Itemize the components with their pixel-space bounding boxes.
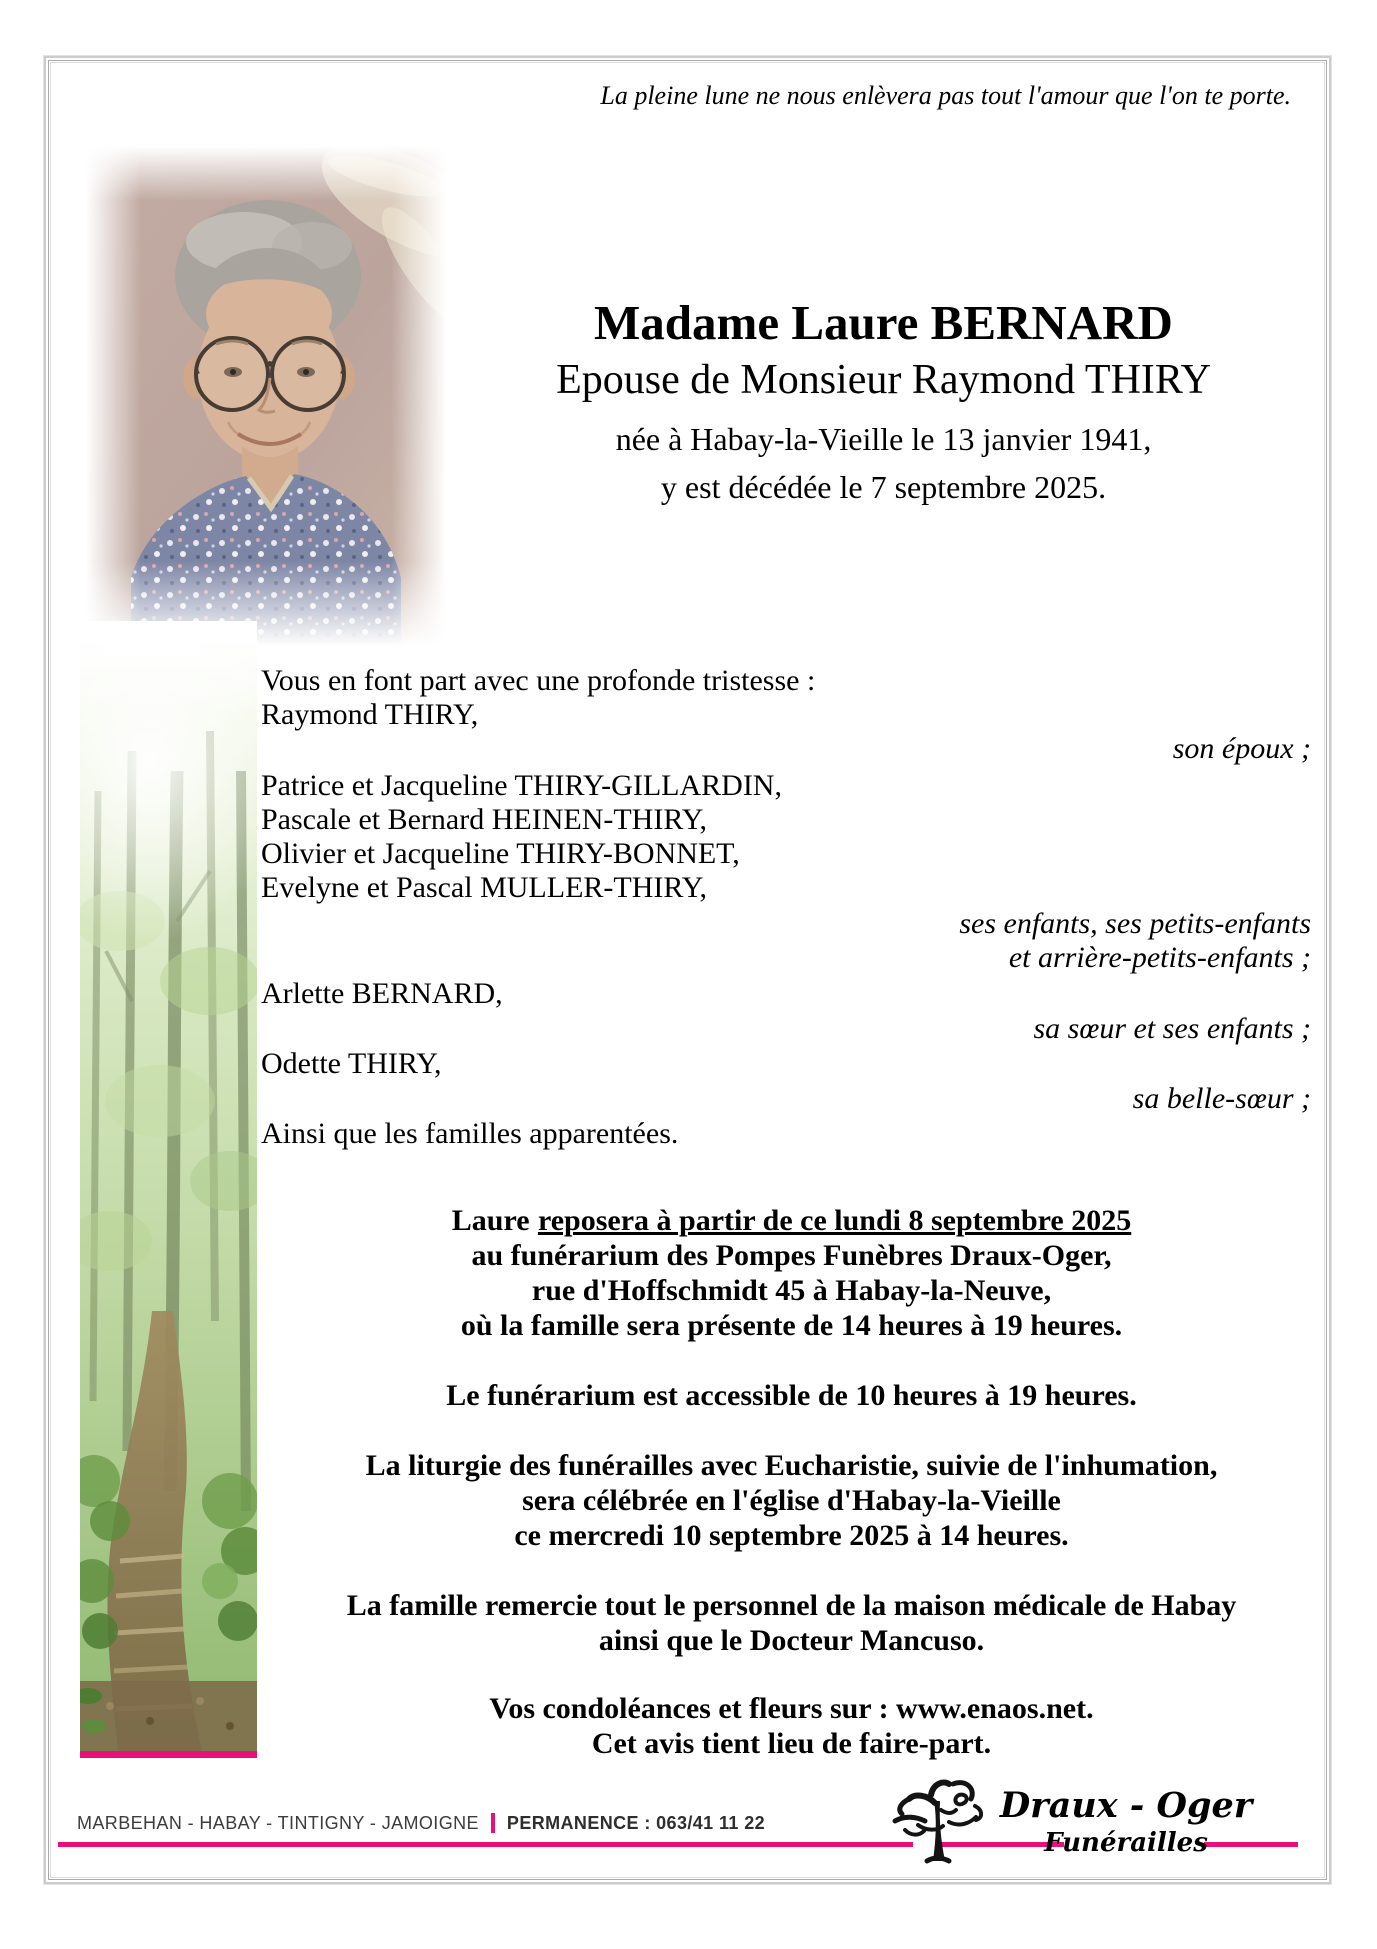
condolences-line: Vos condoléances et fleurs sur : www.enaos.net. (489, 1692, 1094, 1725)
thanks-line-1: La famille remercie tout le personnel de la maison médicale de Habay (346, 1589, 1237, 1622)
family-name-line: Evelyne et Pascal MULLER-THIRY, (261, 871, 708, 904)
family-closing: Ainsi que les familles apparentées. (261, 1117, 679, 1150)
repose-line-1 (257, 1204, 1326, 1238)
family-role-line: sa belle-sœur ; (1132, 1082, 1311, 1115)
portrait-photo (86, 146, 446, 646)
family-intro: Vous en font part avec une profonde tristesse : (261, 664, 816, 697)
family-role-line: son époux ; (1172, 732, 1311, 765)
thanks-line-2: ainsi que le Docteur Mancuso. (598, 1624, 985, 1657)
family-name-line: Raymond THIRY, (261, 698, 479, 731)
family-name-line: Odette THIRY, (261, 1047, 442, 1080)
access-line: Le funérarium est accessible de 10 heures à 19 heures. (446, 1379, 1137, 1412)
card-border-frame (48, 60, 1327, 1880)
death-line: y est décédée le 7 septembre 2025. (660, 469, 1107, 505)
footer-rule-left (58, 1842, 913, 1847)
footer-separator-bar (491, 1813, 495, 1833)
repose-line-2: au funérarium des Pompes Funèbres Draux-Oger, (471, 1239, 1112, 1272)
repose-line-4: où la famille sera présente de 14 heures à 19 heures. (460, 1309, 1123, 1342)
deceased-name: Madame Laure BERNARD (594, 295, 1173, 350)
brand-name: Draux - Oger (999, 1785, 1253, 1826)
brand-subtitle: Funérailles (1044, 1828, 1208, 1858)
liturgy-line-2: sera célébrée en l'église d'Habay-la-Vieille (522, 1484, 1061, 1517)
tree-icon (891, 1769, 983, 1867)
liturgy-line-1: La liturgie des funérailles avec Eucharistie, suivie de l'inhumation, (365, 1449, 1218, 1482)
notice-line: Cet avis tient lieu de faire-part. (591, 1727, 992, 1760)
family-role-line: sa sœur et ses enfants ; (1033, 1012, 1311, 1045)
footer-locations: MARBEHAN - HABAY - TINTIGNY - JAMOIGNE (77, 1813, 479, 1833)
footer-permanence: PERMANENCE : 063/41 11 22 (506, 1813, 766, 1833)
birth-line: née à Habay-la-Vieille le 13 janvier 1941, (615, 421, 1152, 457)
liturgy-line-3: ce mercredi 10 septembre 2025 à 14 heures. (514, 1519, 1069, 1552)
strip-accent-bar (80, 1751, 257, 1758)
family-name-line: Olivier et Jacqueline THIRY-BONNET, (261, 837, 740, 870)
family-name-line: Pascale et Bernard HEINEN-THIRY, (261, 803, 707, 836)
portrait-illustration (86, 146, 446, 646)
family-role-line: et arrière-petits-enfants ; (1008, 941, 1311, 974)
memorial-quote: La pleine lune ne nous enlèvera pas tout l'amour que l'on te porte. (600, 81, 1291, 110)
repose-underlined: reposera à partir de ce lundi 8 septembre 2025 (537, 1204, 1132, 1237)
family-name-line: Arlette BERNARD, (261, 977, 503, 1010)
family-role-line: ses enfants, ses petits-enfants (959, 907, 1311, 940)
family-name-line: Patrice et Jacqueline THIRY-GILLARDIN, (261, 769, 782, 802)
spouse-line: Epouse de Monsieur Raymond THIRY (556, 357, 1211, 403)
forest-path-illustration (80, 621, 257, 1751)
repose-line-3: rue d'Hoffschmidt 45 à Habay-la-Neuve, (531, 1274, 1052, 1307)
footer-info (77, 1813, 765, 1834)
forest-path-image (80, 621, 257, 1751)
repose-prefix: Laure (451, 1204, 530, 1237)
